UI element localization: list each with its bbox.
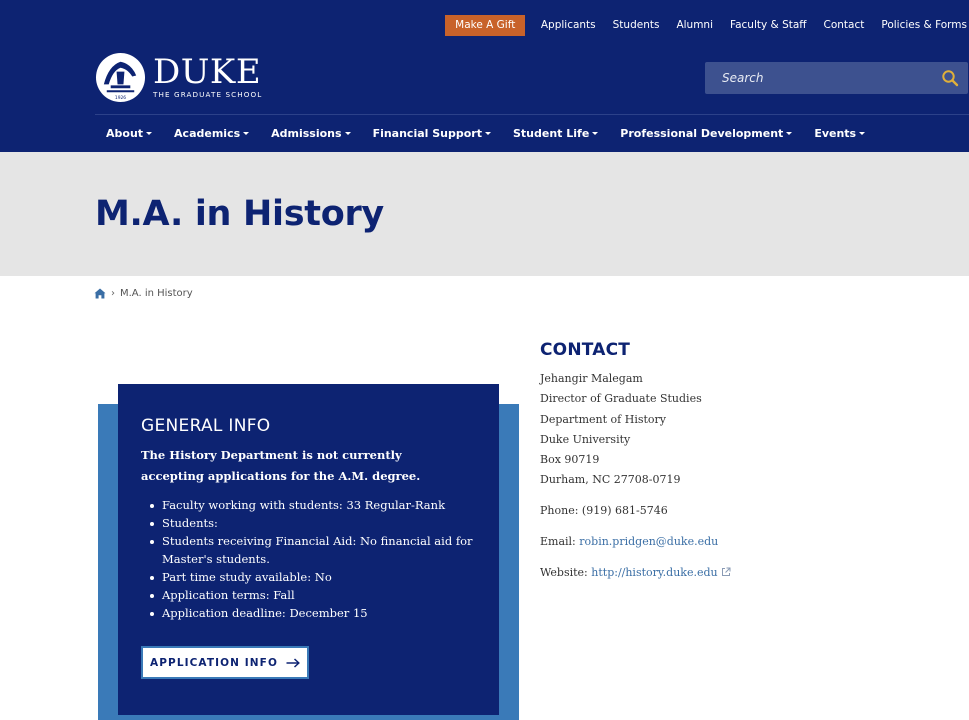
utility-nav bbox=[445, 15, 969, 36]
list-item: Application deadline: December 15 bbox=[141, 604, 481, 622]
general-info-card bbox=[118, 384, 499, 715]
general-info-title: GENERAL INFO bbox=[141, 416, 271, 436]
nav-item-events[interactable] bbox=[803, 127, 876, 140]
list-item: Faculty working with students: 33 Regular-Rank bbox=[141, 496, 481, 514]
contact-name: Jehangir Malegam bbox=[540, 372, 643, 385]
nav-label: Financial Support bbox=[372, 126, 482, 140]
page-title: M.A. in History bbox=[95, 194, 384, 234]
website-label: Website: bbox=[540, 566, 592, 579]
utility-link-contact[interactable]: Contact bbox=[823, 19, 865, 31]
contact-email-row bbox=[540, 535, 718, 548]
contact-role: Director of Graduate Studies bbox=[540, 392, 702, 406]
contact-university: Duke University bbox=[540, 432, 631, 446]
contact-city: Durham, NC 27708-0719 bbox=[540, 473, 681, 487]
list-item: Application terms: Fall bbox=[141, 586, 481, 604]
nav-label: Student Life bbox=[513, 126, 590, 140]
contact-website-row bbox=[540, 566, 731, 579]
general-info-note: The History Department is not currently accepting applications for the A.M. degree. bbox=[141, 448, 421, 483]
contact-department: Department of History bbox=[540, 412, 667, 426]
caret-down-icon bbox=[592, 132, 598, 135]
breadcrumb-separator: › bbox=[111, 288, 115, 299]
nav-label: Events bbox=[814, 126, 857, 140]
nav-label: About bbox=[106, 126, 144, 140]
contact-address bbox=[540, 369, 702, 491]
logo-subtitle: THE GRADUATE SCHOOL bbox=[153, 90, 263, 99]
nav-item-academics[interactable] bbox=[163, 127, 260, 140]
caret-down-icon bbox=[786, 132, 792, 135]
utility-link-students[interactable]: Students bbox=[612, 19, 660, 31]
title-band bbox=[0, 152, 969, 276]
duke-graduate-school-logo[interactable] bbox=[95, 52, 262, 103]
list-item: Students receiving Financial Aid: No financial aid for Master's students. bbox=[141, 532, 481, 568]
duke-chapel-seal-icon bbox=[95, 52, 146, 103]
make-a-gift-button[interactable]: Make A Gift bbox=[445, 15, 525, 36]
utility-link-alumni[interactable]: Alumni bbox=[676, 19, 714, 31]
contact-phone: Phone: (919) 681-5746 bbox=[540, 504, 668, 517]
contact-title: CONTACT bbox=[540, 340, 631, 360]
caret-down-icon bbox=[345, 132, 351, 135]
search-icon[interactable] bbox=[941, 69, 959, 87]
nav-item-student-life[interactable] bbox=[502, 127, 609, 140]
nav-item-financial-support[interactable] bbox=[362, 127, 502, 140]
search-box bbox=[705, 62, 968, 94]
caret-down-icon bbox=[146, 132, 152, 135]
list-item: Students: bbox=[141, 514, 481, 532]
external-link-icon bbox=[721, 567, 731, 577]
nav-item-professional-development[interactable] bbox=[609, 127, 803, 140]
main-nav bbox=[95, 121, 876, 145]
nav-label: Admissions bbox=[271, 126, 342, 140]
utility-link-applicants[interactable]: Applicants bbox=[540, 19, 596, 31]
website-link[interactable]: http://history.duke.edu bbox=[591, 566, 718, 579]
nav-divider bbox=[95, 114, 969, 115]
logo-text bbox=[153, 52, 263, 99]
utility-link-policies-forms[interactable]: Policies & Forms bbox=[881, 19, 967, 31]
email-label: Email: bbox=[540, 535, 580, 548]
caret-down-icon bbox=[243, 132, 249, 135]
caret-down-icon bbox=[485, 132, 491, 135]
home-icon[interactable] bbox=[94, 288, 106, 299]
site-header bbox=[0, 0, 969, 152]
breadcrumb-current: M.A. in History bbox=[120, 288, 193, 299]
email-link[interactable]: robin.pridgen@duke.edu bbox=[579, 535, 719, 548]
nav-label: Academics bbox=[174, 126, 241, 140]
seal-year: 1926 bbox=[114, 96, 127, 102]
list-item: Part time study available: No bbox=[141, 568, 481, 586]
arrow-right-icon bbox=[286, 658, 300, 668]
nav-label: Professional Development bbox=[620, 126, 784, 140]
caret-down-icon bbox=[859, 132, 865, 135]
search-input[interactable] bbox=[722, 62, 922, 94]
utility-link-faculty-staff[interactable]: Faculty & Staff bbox=[730, 19, 807, 31]
logo-wordmark: DUKE bbox=[153, 52, 262, 92]
nav-item-admissions[interactable] bbox=[260, 127, 361, 140]
nav-item-about[interactable] bbox=[95, 127, 163, 140]
application-info-button[interactable] bbox=[141, 646, 309, 679]
breadcrumb bbox=[94, 288, 193, 299]
application-info-label: APPLICATION INFO bbox=[150, 656, 278, 669]
general-info-list bbox=[141, 496, 481, 622]
contact-box: Box 90719 bbox=[540, 453, 600, 467]
